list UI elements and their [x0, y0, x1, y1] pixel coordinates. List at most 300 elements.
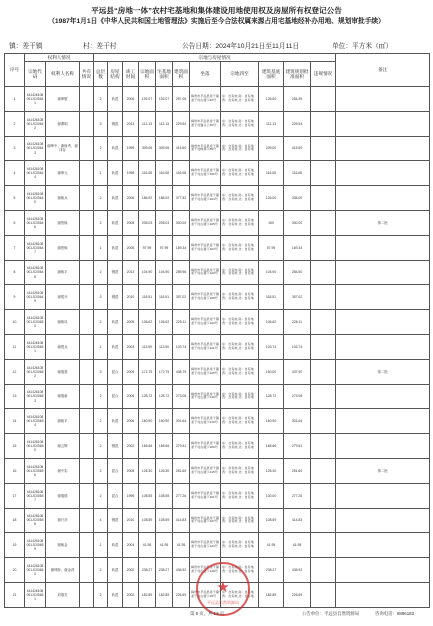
completion-year: 2006	[123, 409, 139, 434]
building-area: 438.79	[173, 359, 190, 384]
violation	[311, 434, 336, 459]
building-base: 112.13	[259, 111, 284, 136]
four-boundaries: 东：自有地 南：自有地 西：自有地 北：自有地	[221, 111, 259, 136]
remark	[336, 334, 430, 359]
violation	[311, 483, 336, 508]
co-owned	[80, 533, 94, 558]
location: 梅州市平远县差干镇差干村古楼下25号	[190, 582, 221, 607]
co-owned	[80, 458, 94, 483]
header-violation: 违规情况	[311, 62, 336, 87]
remark	[336, 533, 430, 558]
header-seq: 序号	[5, 54, 25, 87]
location: 梅州市平远县差干镇差干村古楼下225号	[190, 359, 221, 384]
planning-approved: 357.02	[284, 285, 311, 310]
violation	[311, 582, 336, 607]
completion-year: 2006	[123, 384, 139, 409]
homestead-area: 238.27	[156, 558, 173, 583]
table-row	[5, 533, 430, 558]
contact-phone: 咨询电话：8896183	[375, 611, 415, 616]
table-row	[5, 458, 430, 483]
four-boundaries: 东：自有地 南：自有地 西：自有地 北：自有地	[221, 434, 259, 459]
total-floors: 2	[94, 87, 108, 112]
location: 梅州市平远县差干镇差干村古楼下221号	[190, 334, 221, 359]
planning-approved: 415.50	[284, 136, 311, 161]
location: 梅州市平远县差干镇差干村古楼下219号	[190, 409, 221, 434]
parcel-area: 113.90	[139, 334, 156, 359]
completion-year: 2009	[123, 359, 139, 384]
homestead-area: 108.55	[156, 483, 173, 508]
location: 梅州市平远县差干镇差干村古楼下120号	[190, 260, 221, 285]
violation	[311, 210, 336, 235]
row-seq: 5	[5, 186, 25, 211]
co-owned	[80, 334, 94, 359]
parcel-code: 441426108001JC00650	[25, 310, 46, 335]
total-floors: 2	[94, 409, 108, 434]
parcel-area: 97.99	[139, 235, 156, 260]
planning-approved: 254.39	[284, 87, 311, 112]
planning-approved: 169.34	[284, 235, 311, 260]
row-seq: 4	[5, 161, 25, 186]
header-parcel-code: 宗地代码	[25, 62, 46, 87]
violation	[311, 359, 336, 384]
total-floors: 2	[94, 434, 108, 459]
homestead-area: 172.75	[156, 359, 173, 384]
header-homestead-area: 宅基地面积	[156, 62, 173, 87]
holder-name: 谢瑞基	[46, 359, 80, 384]
table-row	[5, 260, 430, 285]
four-boundaries: 东：自有地 南：自有地 西：自有地 北：自有地	[221, 384, 259, 409]
total-floors: 1	[94, 533, 108, 558]
table-row	[5, 310, 430, 335]
table-row	[5, 409, 430, 434]
remark	[336, 285, 430, 310]
table-row	[5, 434, 430, 459]
homestead-area: 41.95	[156, 533, 173, 558]
total-floors: 2	[94, 136, 108, 161]
homestead-area: 97.99	[156, 235, 173, 260]
holder-name: 谢焕兵	[46, 186, 80, 211]
planning-approved: 229.54	[284, 111, 311, 136]
co-owned	[80, 508, 94, 533]
completion-year: 2013	[123, 111, 139, 136]
parcel-code: 441426108001JC00646	[25, 210, 46, 235]
planning-approved: 414.83	[284, 508, 311, 533]
total-floors: 2	[94, 582, 108, 607]
violation	[311, 186, 336, 211]
total-floors: 2	[94, 483, 108, 508]
row-seq: 7	[5, 235, 25, 260]
four-boundaries: 东：自有地 南：自有地 西：自有地 北：自有地	[221, 186, 259, 211]
remark	[336, 136, 430, 161]
co-owned	[80, 161, 94, 186]
homestead-area: 160.90	[156, 409, 173, 434]
building-base: 116.08	[259, 161, 284, 186]
parcel-code: 441426108001JC00641	[25, 87, 46, 112]
header-structure: 房屋结构	[108, 62, 123, 87]
structure: 砖混	[108, 87, 123, 112]
building-area: 277.26	[173, 483, 190, 508]
building-base: 209.00	[259, 136, 284, 161]
co-owned	[80, 582, 94, 607]
parcel-area: 182.89	[139, 582, 156, 607]
building-base: 160.90	[259, 409, 284, 434]
homestead-area: 113.90	[156, 334, 173, 359]
location: 梅州市平远县差干镇差干村古楼下216号	[190, 384, 221, 409]
co-owned	[80, 210, 94, 235]
building-base: 104.90	[259, 260, 284, 285]
row-seq: 10	[5, 310, 25, 335]
structure: 混合	[108, 483, 123, 508]
location: 梅州市平远县差干镇差干村古楼下223号	[190, 310, 221, 335]
remark	[336, 434, 430, 459]
location: 梅州市平远县差干镇差干村古楼下107号	[190, 508, 221, 533]
holder-name: 谢资焕	[46, 235, 80, 260]
co-owned	[80, 260, 94, 285]
structure: 钢混	[108, 285, 123, 310]
violation	[311, 285, 336, 310]
holder-name: 谢瑞德	[46, 483, 80, 508]
homestead-area: 116.08	[156, 161, 173, 186]
parcel-area: 104.90	[139, 260, 156, 285]
building-base: 103.74	[259, 334, 284, 359]
total-floors: 3	[94, 285, 108, 310]
co-owned	[80, 111, 94, 136]
four-boundaries: 东：自有地 南：自有地 西：自有地 北：自有地	[221, 285, 259, 310]
completion-year: 2005	[123, 235, 139, 260]
holder-name: 谢资焕	[46, 210, 80, 235]
planning-approved: 300.00	[284, 210, 311, 235]
parcel-code: 441426108001JC00651	[25, 334, 46, 359]
holder-name: 谢坤元	[46, 161, 80, 186]
violation	[311, 508, 336, 533]
remark: 第二批	[336, 359, 430, 384]
structure: 混合	[108, 384, 123, 409]
completion-year: 2002	[123, 558, 139, 583]
violation	[311, 235, 336, 260]
announcement-subtitle: （1987年1月1日《中华人民共和国土地管理法》实施后至今合法权属来源占用宅基地经补办用地、规划审批手续）	[48, 18, 385, 25]
four-boundaries: 东：自有地 南：自有地 西：自有地 北：自有地	[221, 260, 259, 285]
violation	[311, 310, 336, 335]
parcel-code: 441426108001JC00654	[25, 409, 46, 434]
building-area: 301.64	[173, 409, 190, 434]
structure: 钢混	[108, 260, 123, 285]
remark	[336, 483, 430, 508]
location: 梅州市平远县差干镇差干村古楼下161号	[190, 483, 221, 508]
parcel-code: 441426108001JC00652	[25, 359, 46, 384]
remark	[336, 111, 430, 136]
four-boundaries: 东：自有地 南：自有地 西：自有地 北：自有地	[221, 136, 259, 161]
completion-year: 2006	[123, 186, 139, 211]
table-row	[5, 508, 430, 533]
building-base: 41.95	[259, 533, 284, 558]
holder-name: 谢中彩	[46, 458, 80, 483]
row-seq: 20	[5, 558, 25, 583]
parcel-area: 192.07	[139, 87, 156, 112]
four-boundaries: 东：自有地 南：自有地 西：自有地 北：自有地	[221, 483, 259, 508]
row-seq: 15	[5, 434, 25, 459]
four-boundaries: 东：自有地 南：自有地 西：自有地 北：自有地	[221, 458, 259, 483]
planning-approved: 277.26	[284, 483, 311, 508]
remark	[336, 260, 430, 285]
parcel-area: 41.95	[139, 533, 156, 558]
structure: 砖混	[108, 558, 123, 583]
row-seq: 3	[5, 136, 25, 161]
row-seq: 11	[5, 334, 25, 359]
header-co-owned: 共有情况	[80, 62, 94, 87]
parcel-area: 165.66	[139, 434, 156, 459]
completion-year: 1998	[123, 161, 139, 186]
total-floors: 1	[94, 161, 108, 186]
building-area: 226.69	[173, 582, 190, 607]
holder-name: 谢坤中、谢焕秀、谢泽存	[46, 136, 80, 161]
parcel-code: 441426108001JC00658	[25, 508, 46, 533]
four-boundaries: 东：自有地 南：自有地 西：自有地 北：自有地	[221, 310, 259, 335]
completion-year: 2010	[123, 285, 139, 310]
holder-name: 谢焕金	[46, 533, 80, 558]
holder-name: 谢谓明	[46, 111, 80, 136]
remark: 第二批	[336, 458, 430, 483]
total-floors: 4	[94, 508, 108, 533]
parcel-area: 238.27	[139, 558, 156, 583]
structure: 砖混	[108, 235, 123, 260]
announcement-date: 公告日期：2024年10月21日至11月11日	[182, 43, 300, 50]
building-base: 126.00	[259, 186, 284, 211]
parcel-area: 172.75	[139, 359, 156, 384]
building-base: 165.66	[259, 434, 284, 459]
four-boundaries: 东：自有地 南：自有地 西：自有地 北：自有地	[221, 87, 259, 112]
parcel-area: 128.72	[139, 384, 156, 409]
parcel-code: 441426108001JC00642	[25, 111, 46, 136]
parcel-area: 108.55	[139, 483, 156, 508]
remark	[336, 235, 430, 260]
total-floors: 3	[94, 359, 108, 384]
header-building-area: 建筑面积	[173, 62, 190, 87]
completion-year: 2005	[123, 210, 139, 235]
four-boundaries: 东：自有地 南：自有地 西：自有地 北：自有地	[221, 508, 259, 533]
parcel-code: 441426108001JC00644	[25, 161, 46, 186]
structure: 混合	[108, 458, 123, 483]
table-row	[5, 235, 430, 260]
parcel-area: 160.90	[139, 409, 156, 434]
homestead-area: 128.72	[156, 384, 173, 409]
holder-name: 谢瑞新	[46, 384, 80, 409]
remark	[336, 186, 430, 211]
planning-approved: 273.08	[284, 384, 311, 409]
table-row	[5, 210, 430, 235]
planning-approved: 437.90	[284, 359, 311, 384]
holder-name: 刘瑞芳	[46, 582, 80, 607]
seal-text: 平远县自然资源局	[207, 600, 239, 605]
building-area: 300.00	[173, 210, 190, 235]
violation	[311, 334, 336, 359]
four-boundaries: 东：自有地 南：自有地 西：自有地 北：自有地	[221, 235, 259, 260]
parcel-code: 441426108001JC00655	[25, 434, 46, 459]
building-base: 128.72	[259, 384, 284, 409]
location: 梅州市平远县差干镇差干村古楼下168号	[190, 285, 221, 310]
row-seq: 18	[5, 508, 25, 533]
publisher: 公告单位：平远县自然资源局	[302, 611, 360, 616]
building-area: 225.11	[173, 310, 190, 335]
header-planning-approved: 建筑规划批准面积	[284, 62, 311, 87]
remark	[336, 558, 430, 583]
building-area: 414.83	[173, 508, 190, 533]
parcel-code: 441426108001JC00659	[25, 533, 46, 558]
homestead-area: 205.03	[156, 210, 173, 235]
four-boundaries: 东：自有地 南：自有地 西：自有地 北：自有地	[221, 533, 259, 558]
violation	[311, 136, 336, 161]
violation	[311, 260, 336, 285]
table-row	[5, 161, 430, 186]
header-four-boundaries: 宗地四至	[221, 62, 259, 87]
location: 梅州市平远县差干镇差干村猫头上45号	[190, 111, 221, 136]
table-row	[5, 285, 430, 310]
page-number: 第 6 页，共 13 页	[190, 611, 225, 616]
structure: 砖混	[108, 310, 123, 335]
table-row	[5, 384, 430, 409]
homestead-area: 126.30	[156, 458, 173, 483]
holder-name: 谢观开	[46, 285, 80, 310]
total-floors: 2	[94, 384, 108, 409]
homestead-area: 186.92	[156, 186, 173, 211]
parcel-code: 441426108001JC00643	[25, 136, 46, 161]
violation	[311, 111, 336, 136]
co-owned	[80, 235, 94, 260]
remark	[336, 384, 430, 409]
co-owned	[80, 136, 94, 161]
structure: 砖混	[108, 210, 123, 235]
parcel-code: 441426108001JC00660	[25, 558, 46, 583]
remark	[336, 508, 430, 533]
holder-name: 谢坤娇、谢金萍	[46, 558, 80, 583]
location: 梅州市平远县差干镇差干村古楼下40号	[190, 87, 221, 112]
planning-approved: 41.95	[284, 533, 311, 558]
building-base: 97.99	[259, 235, 284, 260]
structure: 砖混	[108, 186, 123, 211]
planning-approved: 279.51	[284, 434, 311, 459]
building-base: 238.27	[259, 558, 284, 583]
remark	[336, 409, 430, 434]
table-row	[5, 186, 430, 211]
planning-approved: 301.64	[284, 409, 311, 434]
co-owned	[80, 558, 94, 583]
co-owned	[80, 310, 94, 335]
completion-year: 2013	[123, 260, 139, 285]
four-boundaries: 东：自有地 南：自有地 西：自有地 北：自有地	[221, 334, 259, 359]
violation	[311, 558, 336, 583]
row-seq: 16	[5, 458, 25, 483]
parcel-area: 118.51	[139, 285, 156, 310]
row-seq: 8	[5, 260, 25, 285]
co-owned	[80, 285, 94, 310]
building-base: 182.89	[259, 582, 284, 607]
parcel-area: 112.13	[139, 111, 156, 136]
row-seq: 13	[5, 384, 25, 409]
four-boundaries: 东：自有地 南：自有地 西：自有地 北：自有地	[221, 359, 259, 384]
parcel-area: 126.30	[139, 458, 156, 483]
building-area: 251.60	[173, 458, 190, 483]
planning-approved: 226.11	[284, 310, 311, 335]
violation	[311, 409, 336, 434]
seal-star-icon: ★	[216, 579, 230, 596]
total-floors: 2	[94, 210, 108, 235]
building-area: 415.50	[173, 136, 190, 161]
total-floors: 2	[94, 558, 108, 583]
remark	[336, 87, 430, 112]
header-building-base: 建筑基底面积	[259, 62, 284, 87]
total-floors: 1	[94, 334, 108, 359]
announcement-title: 平远县“房地一体”农村宅基地和集体建设用地使用权及房屋所有权登记公告	[91, 6, 342, 15]
homestead-area: 182.89	[156, 582, 173, 607]
building-base: 118.51	[259, 285, 284, 310]
row-seq: 1	[5, 87, 25, 112]
planning-approved: 103.74	[284, 334, 311, 359]
table-row	[5, 334, 430, 359]
town-label: 镇：差干镇	[9, 43, 43, 50]
total-floors: 2	[94, 260, 108, 285]
table-row	[5, 136, 430, 161]
header-right-holder-group: 权利人情况	[25, 54, 94, 62]
building-area: 289.96	[173, 260, 190, 285]
building-area: 279.51	[173, 434, 190, 459]
parcel-code: 441426108001JC00648	[25, 260, 46, 285]
unit-label: 单位：平方米（㎡）	[332, 43, 393, 50]
holder-name: 谢只彦	[46, 508, 80, 533]
row-seq: 6	[5, 210, 25, 235]
holder-name: 谢坤敬	[46, 87, 80, 112]
row-seq: 17	[5, 483, 25, 508]
header-completion-year: 竣工时间	[123, 62, 139, 87]
holder-name: 谢观兵	[46, 334, 80, 359]
official-seal	[196, 562, 250, 616]
row-seq: 12	[5, 359, 25, 384]
remark: 第二批	[336, 210, 430, 235]
completion-year: 2005	[123, 458, 139, 483]
parcel-area: 186.92	[139, 186, 156, 211]
location: 梅州市平远县差干镇差干村古楼下146号	[190, 558, 221, 583]
parcel-code: 441426108001JC00653	[25, 384, 46, 409]
violation	[311, 533, 336, 558]
violation	[311, 384, 336, 409]
completion-year: 2002	[123, 434, 139, 459]
homestead-area: 108.59	[156, 508, 173, 533]
header-remarks: 备注	[336, 54, 430, 87]
total-floors: 3	[94, 111, 108, 136]
four-boundaries: 东：自有地 南：自有地 西：自有地 北：自有地	[221, 161, 259, 186]
location: 梅州市平远县差干镇差干村古楼下104号	[190, 186, 221, 211]
completion-year: 1995	[123, 483, 139, 508]
structure: 砖混	[108, 161, 123, 186]
planning-approved: 226.69	[284, 582, 311, 607]
row-seq: 21	[5, 582, 25, 607]
co-owned	[80, 359, 94, 384]
structure: 钢混	[108, 111, 123, 136]
remark	[336, 310, 430, 335]
homestead-area: 118.51	[156, 285, 173, 310]
building-base: 126.30	[259, 458, 284, 483]
building-area: 169.34	[173, 235, 190, 260]
building-area: 41.95	[173, 533, 190, 558]
structure: 砖混	[108, 136, 123, 161]
building-base: 106.62	[259, 310, 284, 335]
co-owned	[80, 434, 94, 459]
planning-approved: 251.60	[284, 458, 311, 483]
planning-approved: 116.08	[284, 161, 311, 186]
building-area: 116.08	[173, 161, 190, 186]
violation	[311, 87, 336, 112]
completion-year: 2003	[123, 334, 139, 359]
homestead-area: 309.06	[156, 136, 173, 161]
co-owned	[80, 87, 94, 112]
